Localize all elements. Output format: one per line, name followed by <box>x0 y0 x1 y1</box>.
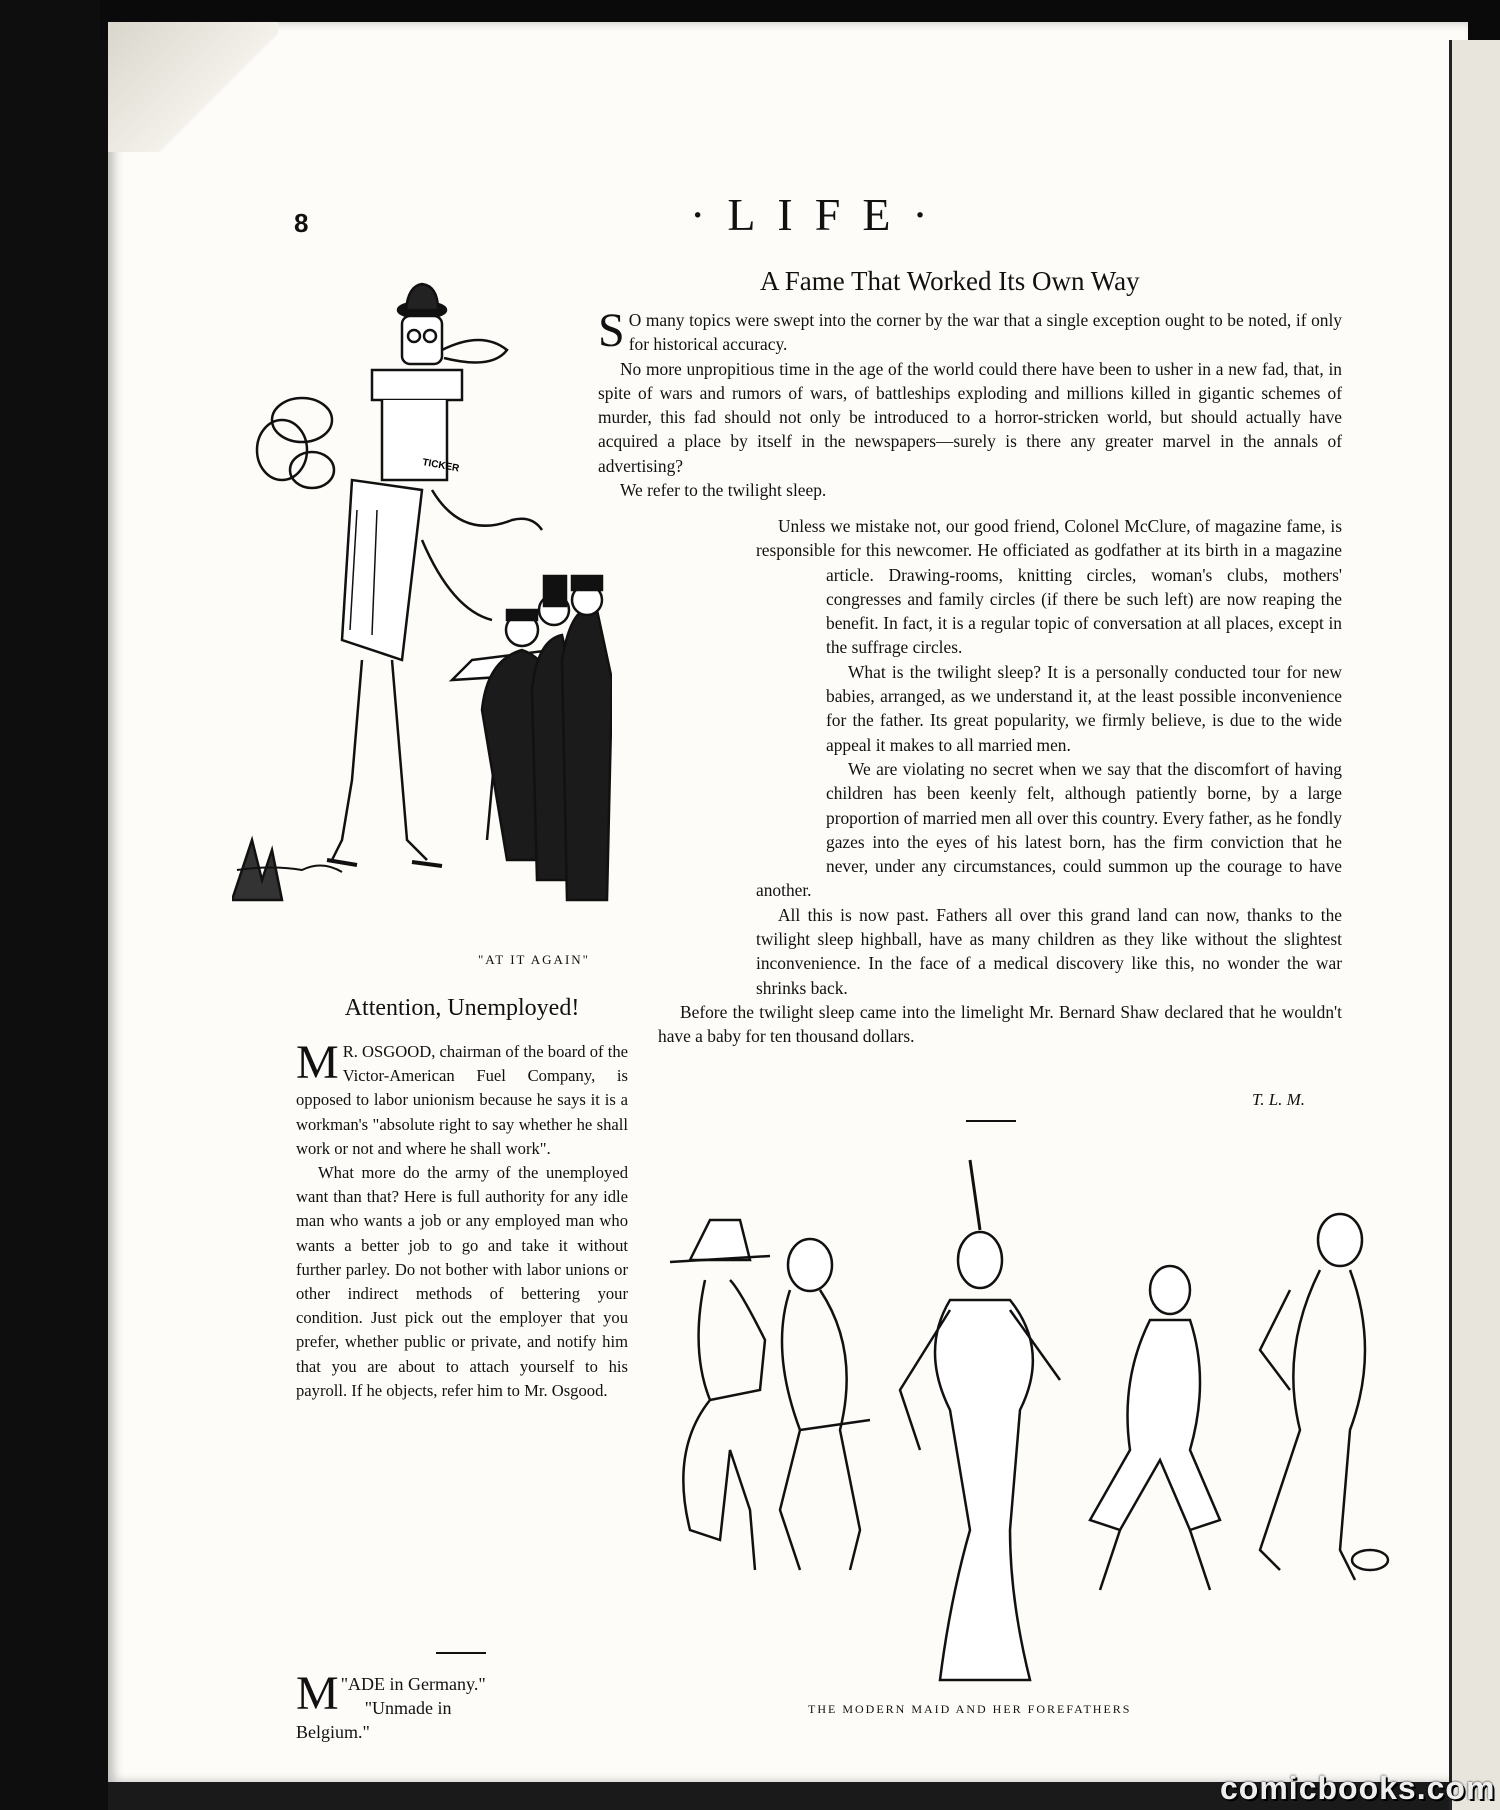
article-paragraph-4: Unless we mistake not, our good friend, Colonel McClure, of magazine fame, is responsible for this newcomer. He officiated as godfather at its birth in a magazine article. Drawing-rooms, knitting circles, woman's clubs, mothers' congresses and family circles (if there be such left) are now reaping the benefit. In fact, it is a regular topic of conversation at all places, except in the suffrage circles. <box>756 516 1342 658</box>
article-paragraph-3: We refer to the twilight sleep. <box>620 480 827 501</box>
article-end-rule <box>966 1120 1016 1122</box>
cartoon2-caption: THE MODERN MAID AND HER FOREFATHERS <box>808 1702 1132 1716</box>
article-dropcap: S <box>598 304 625 357</box>
article-body-top <box>598 304 1342 502</box>
watermark: comicbooks.com <box>1220 1770 1496 1806</box>
sidebar-paragraph-1: R. OSGOOD, chairman of the board of the Victor-American Fuel Company, is opposed to labor unionism because he says it is a workman's "absolute right to say whether he shall work or not and where he shall work". <box>296 1042 628 1158</box>
sidebar-dropcap: M <box>296 1036 339 1089</box>
made-in-germany-quip: " M ADE in Germany." "Unmade in Belgium." <box>296 1667 486 1742</box>
page-corner-fold <box>108 22 278 152</box>
quip-line-1: ADE in Germany." <box>348 1674 486 1694</box>
article-paragraph-6: We are violating no secret when we say that the discomfort of having children has been keenly felt, although patiently borne, by a large proportion of married men all over this country. Every father, as he fondly gazes into the eyes of his latest born, has the firm conviction that he never, under any circumstances, could summon up the courage to have another. <box>756 758 1342 901</box>
article-paragraph-2: No more unpropitious time in the age of the world could there have been to usher in a new fad, that, in spite of wars and rumors of wars, of battleships exploding and millions killed in gigantic schemes of murder, this fad should not only be introduced to a horror-stricken world, but should actually have acquired a place by itself in the newspapers—surely is there any greater marvel in the annals of advertising? <box>598 358 1342 476</box>
article-paragraph-8: Before the twilight sleep came into the limelight Mr. Bernard Shaw declared that he wouldn't have a baby for ten thousand dollars. <box>658 1001 1342 1047</box>
article-paragraph-1: O many topics were swept into the corner by the war that a single exception ought to be noted, if only for historical accuracy. <box>628 310 1342 355</box>
article-paragraph-7: All this is now past. Fathers all over this grand land can now, thanks to the twilight sleep highball, have as many children as they like without the slightest inconvenience. In the face of a medical discovery like this, no wonder the war shrinks back. <box>756 904 1342 998</box>
article-body-wrap <box>598 514 1342 1076</box>
page-number: 8 <box>294 208 309 238</box>
cartoon-modern-maid <box>650 1150 1410 1690</box>
quip-line-2: "Unmade in Belgium." <box>296 1698 452 1742</box>
cartoon-at-it-again <box>232 280 612 940</box>
sidebar-body <box>296 1036 628 1403</box>
article-paragraph-5: What is the twilight sleep? It is a personally conducted tour for new babies, arranged, as we understand it, at the least possible inconvenience for the father. Its great popularity, we firmly believe, is due to the wide appeal it makes to all married men. <box>826 661 1342 755</box>
article-title: A Fame That Worked Its Own Way <box>760 266 1140 296</box>
next-page-edge <box>1449 40 1500 1810</box>
masthead: ·LIFE· <box>690 189 950 240</box>
quip-dropcap: M <box>296 1667 339 1720</box>
ticker-label: TICKER <box>421 457 461 475</box>
sidebar-end-rule <box>436 1652 486 1654</box>
article-signature: T. L. M. <box>1252 1090 1306 1109</box>
sidebar-title: Attention, Unemployed! <box>344 995 580 1021</box>
cartoon1-caption: "AT IT AGAIN" <box>478 952 590 967</box>
sidebar-paragraph-2: What more do the army of the unemployed want than that? Here is full authority for any idle man who wants a job or any employed man who wants a better job to go and take it without further parley. Do not bother with labor unions or other indirect methods of bettering your condition. Just pick out the employer that you prefer, whether public or private, and notify him that you are about to attach yourself to his payroll. If he objects, refer him to Mr. Osgood. <box>296 1163 628 1400</box>
scan-border-left <box>0 0 108 1810</box>
